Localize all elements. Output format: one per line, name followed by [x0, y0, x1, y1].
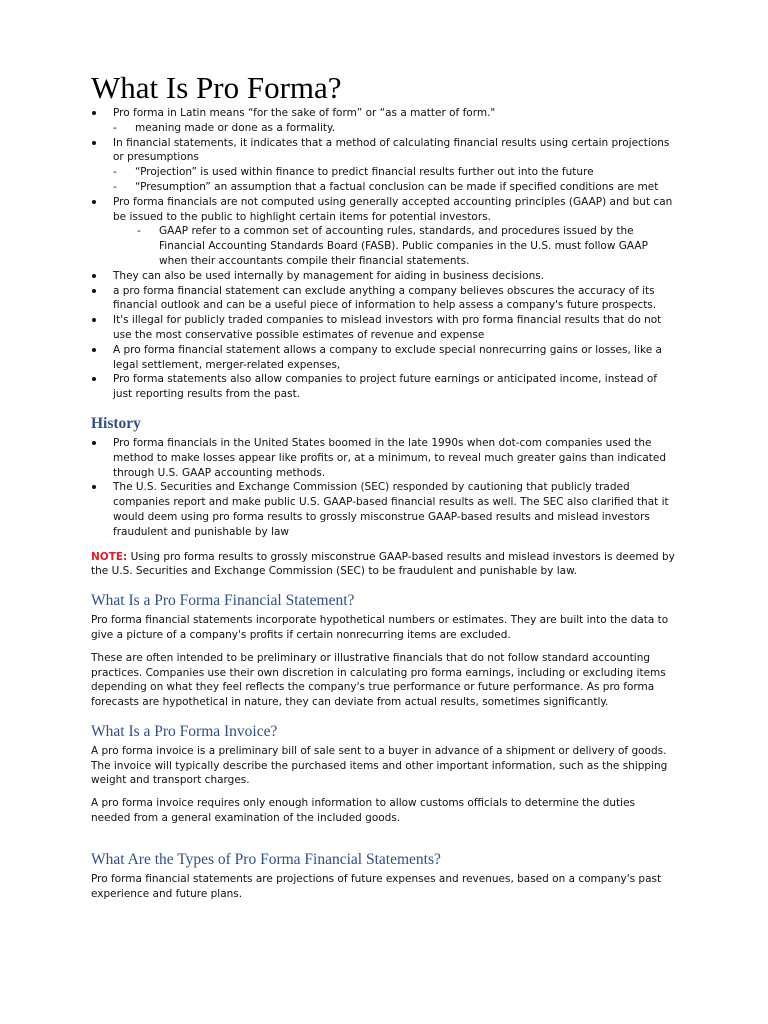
sub-list-item: - meaning made or done as a formality. [113, 121, 676, 136]
sub-list-item: - GAAP refer to a common set of accounting rules, standards, and procedures issued by the Financial Accounting Standards Board (FASB). Public companies in the U.S. must follow GAAP when their accountants compile their financial statements. [113, 224, 676, 268]
types-heading: What Are the Types of Pro Forma Financial Statements? [91, 850, 441, 868]
page-title: What Is Pro Forma? [91, 70, 342, 105]
list-item [91, 195, 676, 269]
bullet-text: Pro forma in Latin means “for the sake of form” or “as a matter of form." [113, 107, 496, 119]
list-item: Pro forma statements also allow companies to project future earnings or anticipated income, instead of just reporting results from the past. [91, 372, 676, 402]
bullet-text: Pro forma financials are not computed using generally accepted accounting principles (GAAP) and but can be issued to the public to highlight certain items for potential investors. [113, 195, 673, 223]
list-item [91, 136, 676, 195]
history-bullet-list [91, 436, 676, 540]
sub-list-item: - “Presumption” an assumption that a factual conclusion can be made if specified conditions are met [113, 180, 676, 195]
paragraph: Pro forma financial statements incorporate hypothetical numbers or estimates. They are built into the data to give a picture of a company's profits if certain nonrecurring items are excluded. [91, 614, 669, 641]
list-item: They can also be used internally by management for aiding in business decisions. [91, 269, 676, 284]
list-item: Pro forma financials in the United States boomed in the late 1990s when dot-com companies used the method to make losses appear like profits or, at a minimum, to reveal much greater gains than indicated through U.S. GAAP accounting methods. [91, 436, 676, 480]
invoice-heading: What Is a Pro Forma Invoice? [91, 722, 278, 740]
paragraph: Pro forma financial statements are projections of future expenses and revenues, based on a company's past experience and future plans. [91, 872, 662, 900]
paragraph: A pro forma invoice requires only enough information to allow customs officials to determine the duties needed from a general examination of the included goods. [91, 797, 636, 825]
list-item: A pro forma financial statement allows a company to exclude special nonrecurring gains or losses, like a legal settlement, merger-related expenses, [91, 343, 676, 373]
history-heading: History [91, 414, 141, 432]
financial-statement-heading: What Is a Pro Forma Financial Statement? [91, 592, 355, 610]
note-label: NOTE: [91, 550, 128, 563]
bullet-text: In financial statements, it indicates that a method of calculating financial results using certain projections or presumptions [113, 136, 670, 164]
paragraph: These are often intended to be preliminary or illustrative financials that do not follow standard accounting practices. Companies use their own discretion in calculating pro forma earnings, including or excluding items depending on what they feel reflects the company's true performance or future performance. As pro forma forecasts are hypothetical in nature, they can deviate from actual results, sometimes significantly. [91, 651, 666, 709]
sub-list [113, 121, 676, 136]
list-item: The U.S. Securities and Exchange Commission (SEC) responded by cautioning that publicly traded companies report and make public U.S. GAAP-based financial results as well. The SEC also clarified that it would deem using pro forma results to grossly misconstrue GAAP-based results and mislead investors fraudulent and punishable by law [91, 480, 676, 539]
list-item: a pro forma financial statement can exclude anything a company believes obscures the accuracy of its financial outlook and can be a useful piece of information to help assess a company's future prospects. [91, 284, 676, 314]
list-item [91, 106, 676, 136]
note-paragraph [91, 550, 676, 580]
sub-list [113, 224, 676, 268]
intro-bullet-list [91, 106, 676, 402]
paragraph: A pro forma invoice is a preliminary bill of sale sent to a buyer in advance of a shipment or delivery of goods. The invoice will typically describe the purchased items and other important information, such as the shipping weight and transport charges. [91, 744, 668, 787]
sub-list [113, 165, 676, 195]
note-text: Using pro forma results to grossly misconstrue GAAP-based results and mislead investors is deemed by the U.S. Securities and Exchange Commission (SEC) to be fraudulent and punishable by law. [91, 550, 675, 578]
list-item: It's illegal for publicly traded companies to mislead investors with pro forma financial results that do not use the most conservative possible estimates of revenue and expense [91, 313, 676, 343]
sub-list-item: - “Projection” is used within finance to predict financial results further out into the future [113, 165, 676, 180]
